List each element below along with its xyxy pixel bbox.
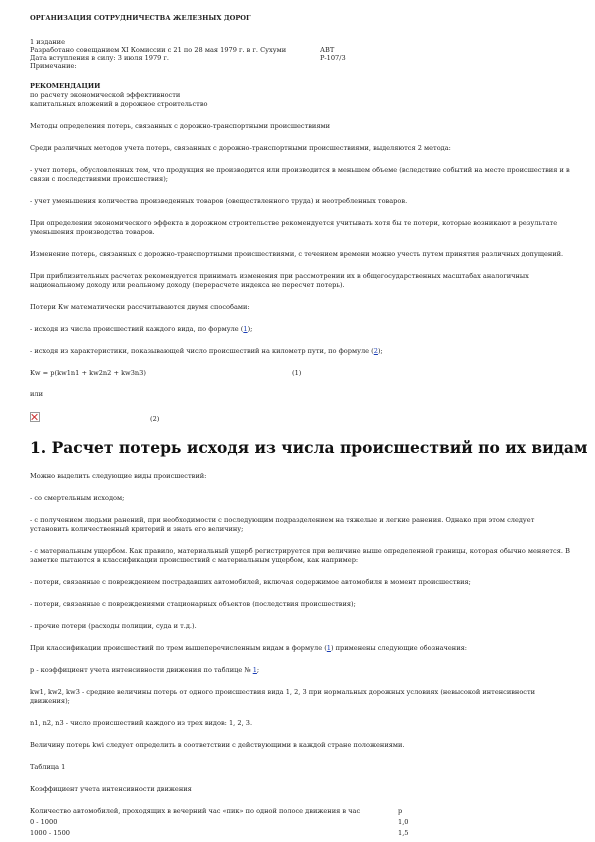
text-span: - исходя из характеристики, показывающей число происшествий на километр пути, по формуле ( (30, 347, 374, 355)
formula-2 (30, 412, 575, 424)
text-span: ; (256, 666, 260, 674)
paragraph: Потери Кw математически рассчитываются двумя способами: (30, 303, 250, 311)
paragraph: При приблизительных расчетах рекомендуется принимать изменения при рассмотрении их в общегосударственных масштабах аналогичных национальному доходу или реальному доходу (перерасчете индекса не пересчет потерь). (30, 272, 529, 289)
title-line-2: по расчету экономической эффективности (30, 91, 181, 99)
formula-1-number: (1) (292, 369, 302, 377)
formula-2-image (30, 412, 150, 424)
formula-2-number: (2) (150, 415, 160, 423)
table-label: Таблица 1 (30, 763, 66, 771)
table-row (30, 829, 409, 840)
formula-1-text: Kw = p(kw1n1 + kw2n2 + kw3n3) (30, 369, 146, 377)
text-span: При классификации происшествий по трем вышеперечисленным видам в формуле ( (30, 644, 327, 652)
title-line-1: РЕКОМЕНДАЦИИ (30, 82, 101, 90)
table-title: Коэффициент учета интенсивности движения (30, 785, 192, 793)
paragraph: Величину потерь kwi следует определить в соответствии с действующими в каждой стране положениями. (30, 741, 405, 749)
table-cell: 1000 - 1500 (30, 829, 70, 837)
paragraph: Среди различных методов учета потерь, связанных с дорожно-транспортными происшествиями, выделяются 2 метода: (30, 144, 451, 152)
table-header-row (30, 807, 409, 818)
paragraph (30, 644, 575, 653)
section-heading: 1. Расчет потерь исходя из числа происшествий по их видам (30, 438, 588, 457)
paragraph: n1, n2, n3 - число происшествий каждого из трех видов: 1, 2, 3. (30, 719, 253, 727)
formula-2-link[interactable]: 2 (373, 347, 378, 355)
document-code: АВТ (320, 46, 335, 54)
paragraph: kw1, kw2, kw3 - средние величины потерь от одного происшествия вида 1, 2, 3 при нормальных дорожных условиях (невысокой интенсивности движения); (30, 688, 536, 705)
note-label: Примечание: (30, 62, 77, 70)
paragraph: - потери, связанные с повреждениями стационарных объектов (последствия происшествия); (30, 600, 356, 608)
effective-date: Дата вступления в силу: 3 июля 1979 г. (30, 54, 170, 62)
document-page (30, 14, 588, 840)
document-number: Р-107/3 (320, 54, 346, 62)
paragraph: Методы определения потерь, связанных с дорожно-транспортными происшествиями (30, 122, 331, 130)
text-span: p - коэффициент учета интенсивности движения по таблице № (30, 666, 253, 674)
developed-info: Разработано совещанием XI Комиссии с 21 по 28 мая 1979 г. в г. Сухуми (30, 46, 287, 54)
paragraph: - потери, связанные с повреждением пострадавших автомобилей, включая содержимое автомобиля в момент происшествия; (30, 578, 471, 586)
paragraph: - учет уменьшения количества произведенных товаров (овеществленного труда) и неотребленных товаров. (30, 197, 408, 205)
title-line-3: капитальных вложений в дорожное строительство (30, 100, 208, 108)
text-span: ) применены следующие обозначения: (330, 644, 467, 652)
paragraph: - прочие потери (расходы полиции, суда и т.д.). (30, 622, 197, 630)
text-span: ); (247, 325, 253, 333)
or-text: или (30, 390, 43, 398)
paragraph: - со смертельным исходом; (30, 494, 125, 502)
paragraph: - с получением людьми ранений, при необходимости с последующим подразделением на тяжелые и легкие ранения. Однако при этом следует установить количественный критерий и знать его величину; (30, 516, 535, 533)
coefficient-table (30, 807, 409, 840)
paragraph: - с материальным ущербом. Как правило, материальный ущерб регистрируется при величине выше определенной границы, которая обычно меняется. В заметке пытаются в классификации происшествий с материальным ущербом, как например: (30, 547, 570, 564)
paragraph (30, 666, 575, 675)
formula-1 (30, 369, 575, 378)
paragraph: При определении экономического эффекта в дорожном строительстве рекомендуется учитывать хотя бы те потери, которые возникают в результате уменьшения производства товаров. (30, 219, 558, 236)
text-span: ); (377, 347, 383, 355)
broken-image-icon (30, 412, 40, 422)
edition: 1 издание (30, 38, 65, 46)
paragraph (30, 325, 575, 334)
table-cell: 1,0 (398, 818, 409, 826)
paragraph: Изменение потерь, связанных с дорожно-транспортными происшествиями, с течением времени можно учесть путем принятия различных допущений. (30, 250, 564, 258)
paragraph: Можно выделить следующие виды происшествий: (30, 472, 207, 480)
paragraph: - учет потерь, обусловленных тем, что продукция не производится или производится в меньшем объеме (вследствие событий на месте происшествия и в связи с последствиями происшествия); (30, 166, 570, 183)
paragraph (30, 347, 575, 356)
table-cell: 0 - 1000 (30, 818, 58, 826)
table-row (30, 818, 409, 829)
text-span: - исходя из числа происшествий каждого вида, по формуле ( (30, 325, 244, 333)
formula-1-link[interactable]: 1 (243, 325, 248, 333)
table-cell: 1,5 (398, 829, 409, 837)
formula-1-link[interactable]: 1 (326, 644, 331, 652)
table-header-cell: p (398, 807, 403, 815)
table-header-cell: Количество автомобилей, проходящих в вечерний час «пик» по одной полосе движения в час (30, 807, 361, 815)
document-title (30, 82, 575, 109)
meta-block (30, 38, 575, 70)
table-1-link[interactable]: 1 (252, 666, 257, 674)
organization-name: ОРГАНИЗАЦИЯ СОТРУДНИЧЕСТВА ЖЕЛЕЗНЫХ ДОРОГ (30, 14, 251, 22)
